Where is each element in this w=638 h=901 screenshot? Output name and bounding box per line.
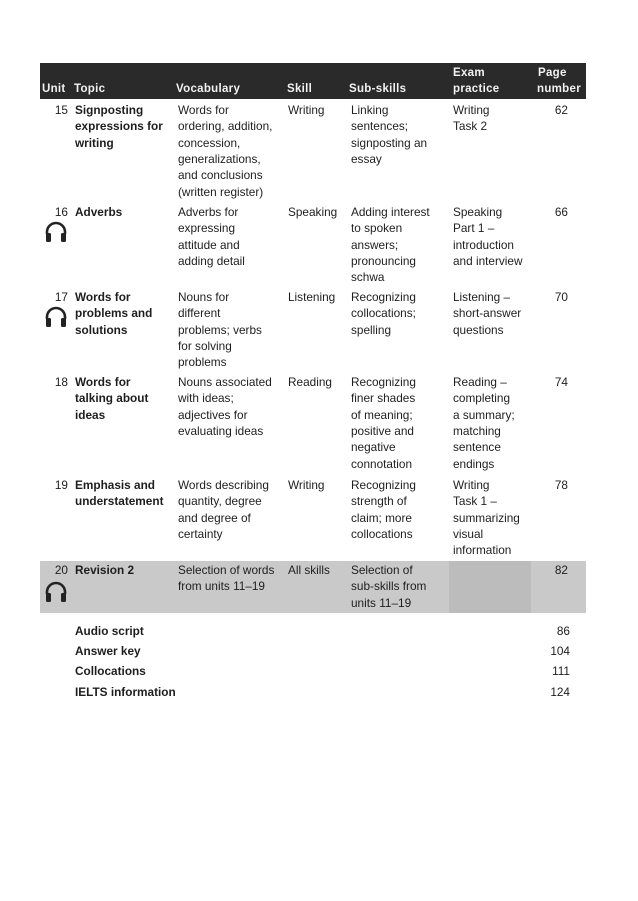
headphones-icon	[44, 220, 68, 244]
header-page-line2: number	[537, 83, 581, 95]
back-matter-label: IELTS information	[75, 685, 176, 699]
subskill-line: of meaning;	[351, 407, 413, 422]
header-page-line1: Page	[538, 67, 567, 79]
subskill-line: spelling	[351, 322, 392, 337]
vocabulary-line: Words for	[178, 103, 229, 117]
subskill-line: Linking	[351, 103, 389, 117]
vocabulary-line: expressing	[178, 221, 236, 236]
vocabulary-line: (written register)	[178, 184, 264, 199]
subskill-line: Selection of	[351, 563, 413, 577]
vocabulary-line: Adverbs for	[178, 205, 239, 219]
exam-practice-line: Part 1 –	[453, 221, 495, 236]
subskill-line: answers;	[351, 237, 399, 252]
back-matter-page: 111	[552, 664, 570, 678]
topic-line: Words for	[75, 375, 131, 389]
vocabulary-line: from units 11–19	[178, 579, 265, 594]
topic-line: problems and	[75, 306, 153, 321]
vocabulary-line: and conclusions	[178, 168, 263, 183]
skill-cell: Speaking	[288, 205, 338, 219]
skill-cell: Writing	[288, 478, 325, 492]
vocabulary-line: Selection of words	[178, 563, 275, 577]
vocabulary-line: different	[178, 306, 221, 321]
vocabulary-line: for solving	[178, 338, 232, 353]
subskill-line: sentences;	[351, 119, 409, 134]
vocabulary-line: concession,	[178, 135, 241, 150]
vocabulary-line: problems; verbs	[178, 322, 262, 337]
subskill-line: Recognizing	[351, 478, 416, 492]
subskill-line: Adding interest	[351, 205, 430, 219]
subskill-line: essay	[351, 151, 382, 166]
exam-practice-line: questions	[453, 322, 504, 337]
subskill-line: sub-skills from	[351, 579, 427, 594]
subskill-line: finer shades	[351, 391, 416, 406]
vocabulary-line: attitude and	[178, 237, 240, 252]
header-skill: Skill	[287, 83, 313, 95]
exam-practice-line: Task 2	[453, 119, 488, 134]
topic-line: Words for	[75, 290, 131, 304]
unit-number: 18	[54, 375, 68, 389]
vocabulary-line: with ideas;	[178, 391, 234, 406]
exam-practice-line: Listening –	[453, 290, 511, 304]
vocabulary-line: problems	[178, 355, 227, 370]
subskill-line: Recognizing	[351, 375, 416, 389]
unit-number: 20	[54, 563, 68, 577]
exam-practice-line: Task 1 –	[453, 494, 497, 509]
exam-practice-line: matching	[453, 423, 501, 438]
skill-cell: All skills	[288, 563, 330, 577]
page-number: 82	[554, 563, 568, 577]
subskill-line: negative	[351, 440, 396, 455]
vocabulary-line: adjectives for	[178, 407, 248, 422]
topic-line: Signposting	[75, 103, 144, 117]
topic-line: talking about	[75, 391, 149, 406]
topic-line: understatement	[75, 494, 164, 509]
subskill-line: schwa	[351, 270, 385, 285]
exam-practice-line: Speaking	[453, 205, 503, 219]
back-matter-label: Collocations	[75, 664, 146, 678]
page-number: 74	[554, 375, 568, 389]
unit-number: 17	[54, 290, 68, 304]
back-matter-page: 104	[550, 644, 570, 658]
topic-line: ideas	[75, 407, 106, 422]
subskill-line: strength of	[351, 494, 407, 509]
page-number: 66	[554, 205, 568, 219]
vocabulary-line: Words describing	[178, 478, 269, 492]
exam-practice-line: endings	[453, 456, 495, 471]
header-vocabulary: Vocabulary	[176, 83, 241, 95]
unit-number: 19	[54, 478, 68, 492]
page-number: 78	[554, 478, 568, 492]
vocabulary-line: certainty	[178, 526, 223, 541]
vocabulary-line: ordering, addition,	[178, 119, 273, 134]
subskill-line: Recognizing	[351, 290, 416, 304]
vocabulary-line: Nouns associated	[178, 375, 272, 389]
skill-cell: Writing	[288, 103, 325, 117]
exam-practice-line: Reading –	[453, 375, 507, 389]
subskill-line: signposting an	[351, 135, 428, 150]
unit-number: 15	[54, 103, 68, 117]
header-subskills: Sub-skills	[349, 83, 407, 95]
exam-practice-line: introduction	[453, 237, 514, 252]
headphones-icon	[44, 305, 68, 329]
topic-line: Adverbs	[75, 205, 123, 219]
header-topic: Topic	[74, 83, 106, 95]
exam-practice-line: sentence	[453, 440, 501, 455]
subskill-line: collocations	[351, 526, 413, 541]
skill-cell: Listening	[288, 290, 336, 304]
headphones-icon	[44, 580, 68, 604]
topic-line: Emphasis and	[75, 478, 155, 492]
exam-practice-line: summarizing	[453, 510, 520, 525]
subskill-line: to spoken	[351, 221, 403, 236]
unit-number: 16	[54, 205, 68, 219]
exam-practice-line: short-answer	[453, 306, 522, 321]
back-matter-page: 124	[550, 685, 570, 699]
vocabulary-line: adding detail	[178, 253, 245, 268]
subskill-line: positive and	[351, 423, 414, 438]
vocabulary-line: generalizations,	[178, 151, 261, 166]
vocabulary-line: quantity, degree	[178, 494, 262, 509]
subskill-line: collocations;	[351, 306, 416, 321]
subskill-line: pronouncing	[351, 253, 416, 268]
page-number: 70	[554, 290, 568, 304]
back-matter-label: Answer key	[75, 644, 141, 658]
topic-line: solutions	[75, 322, 128, 337]
vocabulary-line: evaluating ideas	[178, 423, 264, 438]
table-header	[40, 63, 586, 99]
exam-practice-line: information	[453, 543, 512, 558]
exam-practice-line: a summary;	[453, 407, 515, 422]
skill-cell: Reading	[288, 375, 332, 389]
topic-line: Revision 2	[75, 563, 135, 577]
header-unit: Unit	[42, 83, 66, 95]
topic-line: expressions for	[75, 119, 163, 134]
subskill-line: units 11–19	[351, 595, 412, 610]
exam-practice-line: Writing	[453, 103, 490, 117]
subskill-line: connotation	[351, 456, 413, 471]
vocabulary-line: and degree of	[178, 510, 251, 525]
exam-practice-line: Writing	[453, 478, 490, 492]
header-exam-line1: Exam	[453, 67, 485, 79]
page-number: 62	[554, 103, 568, 117]
topic-line: writing	[75, 135, 114, 150]
vocabulary-line: Nouns for	[178, 290, 230, 304]
exam-practice-line: visual	[453, 526, 484, 541]
back-matter-page: 86	[556, 624, 570, 638]
subskill-line: claim; more	[351, 510, 412, 525]
back-matter-label: Audio script	[75, 624, 144, 638]
exam-practice-line: and interview	[453, 253, 523, 268]
exam-practice-line: completing	[453, 391, 511, 406]
revision-row-exam-cell	[449, 561, 531, 613]
header-exam-line2: practice	[453, 83, 500, 95]
